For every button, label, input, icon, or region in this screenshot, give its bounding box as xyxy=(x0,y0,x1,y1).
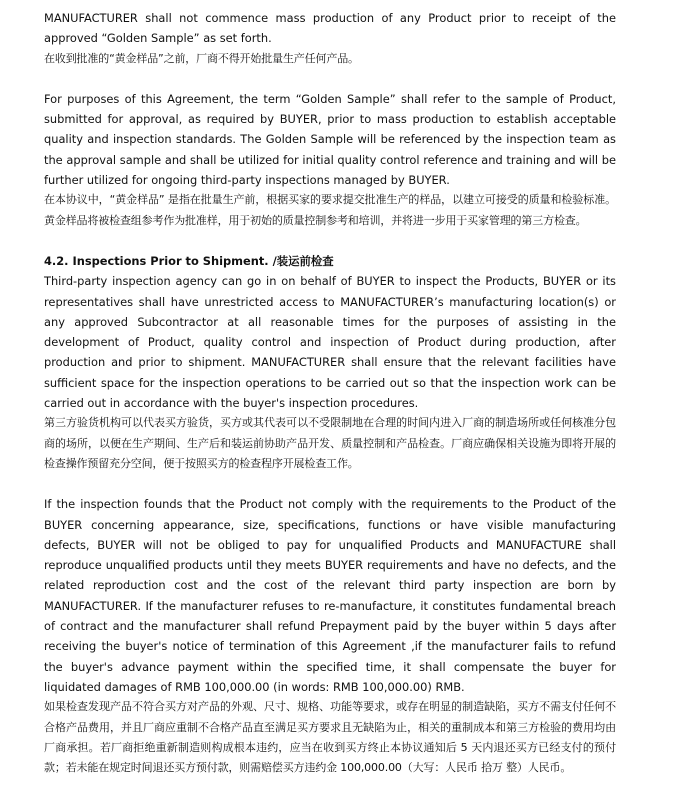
inspection-access-clause-zh: 第三方验货机构可以代表买方验货，买方或其代表可以不受限制地在合理的时间内进入厂商的制造场所或任何核准分包商的场所，以便在生产期间、生产后和装运前协助产品开发、质量控制和产品检查。厂商应确保相关设施为即将开展的检查操作预留充分空间，便于按照买方的检查程序开展检查工作。 xyxy=(44,416,616,470)
paragraph-spacer xyxy=(44,231,616,251)
section-heading: 4.2. Inspections Prior to Shipment. /装运前检查 xyxy=(44,253,334,268)
non-compliance-clause-zh: 如果检查发现产品不符合买方对产品的外观、尺寸、规格、功能等要求，或存在明显的制造缺陷，买方不需支付任何不合格产品费用，并且厂商应重制不合格产品直至满足买方要求且无缺陷为止，相关的重制成本和第三方检验的费用均由厂商承担。若厂商拒绝重新制造则构成根本违约，应当在收到买方终止本协议通知后 5 天内退还买方已经支付的预付款；若未能在规定时间退还买方预付款，则需赔偿买方违约金 100,000.00（大写：人民币 拾万 整）人民币。 xyxy=(44,700,616,775)
golden-sample-definition-en: For purposes of this Agreement, the term “Golden Sample” shall refer to the sample of Product, submitted for approval, as required by BUYER, prior to mass production to establish acceptable quality and inspection standards. The Golden Sample will be referenced by the inspection team as the approval sample and shall be utilized for initial quality control reference and training and will be further utilized for ongoing third-party inspections managed by BUYER. xyxy=(44,91,616,188)
golden-sample-definition-zh: 在本协议中，“黄金样品” 是指在批量生产前，根据买家的要求提交批准生产的样品，以建立可接受的质量和检验标准。黄金样品将被检查组参考作为批准样，用于初始的质量控制参考和培训，并将进一步用于买家管理的第三方检查。 xyxy=(44,193,616,227)
non-compliance-clause-en: If the inspection founds that the Product not comply with the requirements to the Product of the BUYER concerning appearance, size, specifications, functions or have visible manufacturing defects, BUYER will not be obliged to pay for unqualified Products and MANUFACTURE shall reproduce unqualified products until they meets BUYER requirements and have no defects, and the related reproduction cost and the cost of the relevant third party inspection are born by MANUFACTURER. If the manufacturer refuses to re-manufacture, it constitutes fundamental breach of contract and the manufacturer shall refund Prepayment paid by the buyer within 5 days after receiving the buyer's notice of termination of this Agreement ,if the manufacturer fails to refund the buyer's advance payment within the specified time, it shall compensate the buyer for liquidated damages of RMB 100,000.00 (in words: RMB 100,000.00) RMB. xyxy=(44,497,616,694)
inspection-access-clause-en: Third-party inspection agency can go in on behalf of BUYER to inspect the Products, BUYER or its representatives shall have unrestricted access to MANUFACTURER’s manufacturing location(s) or any approved Subcontractor at all reasonable times for the purposes of assisting in the development of Product, quality control and inspection of Product during production, after production and prior to shipment. MANUFACTURER shall ensure that the relevant facilities have sufficient space for the inspection operations to be carried out so that the inspection work can be carried out in accordance with the buyer's inspection procedures. xyxy=(44,274,616,411)
paragraph-spacer xyxy=(44,474,616,494)
paragraph-spacer xyxy=(44,69,616,89)
mass-production-clause-en: MANUFACTURER shall not commence mass production of any Product prior to receipt of the approved “Golden Sample” as set forth. xyxy=(44,11,616,46)
mass-production-clause-zh: 在收到批准的“黄金样品”之前，厂商不得开始批量生产任何产品。 xyxy=(44,51,359,65)
